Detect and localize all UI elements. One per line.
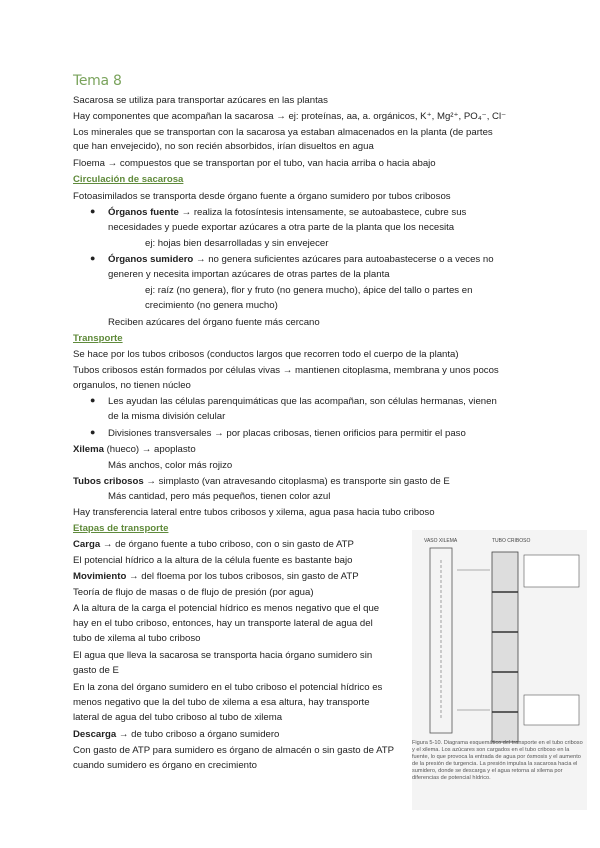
text-span: → no genera suficientes azúcares para autoabastecerse o a veces no xyxy=(193,254,494,265)
text-line: ej: hojas bien desarrolladas y sin envejecer xyxy=(145,238,329,249)
text-line: Se hace por los tubos cribosos (conductos largos que recorren todo el cuerpo de la planta) xyxy=(73,349,459,360)
text-line: A la altura de la carga el potencial hídrico es menos negativo que el que xyxy=(73,603,380,614)
text-line: Floema → compuestos que se transportan por el tubo, van hacia arriba o hacia abajo xyxy=(73,158,436,169)
text-line xyxy=(73,538,354,551)
text-line: En la zona del órgano sumidero en el tubo criboso el potencial hídrico es xyxy=(73,682,383,693)
text-span: → del floema por los tubos cribosos, sin gasto de ATP xyxy=(126,571,359,582)
bullet-icon: ● xyxy=(90,395,96,405)
bullet-icon: ● xyxy=(90,427,96,437)
text-line: menos negativo que la del tubo de xilema a esa altura, hay transporte xyxy=(73,697,370,708)
text-line: hay en el tubo criboso, entonces, hay un transporte lateral de agua del xyxy=(73,618,373,629)
text-line: Hay componentes que acompañan la sacarosa → ej: proteínas, aa, a. orgánicos, K⁺, Mg²⁺, PO₄⁻, Cl⁻ xyxy=(73,111,507,122)
text-line: de la misma división celular xyxy=(108,411,226,422)
sieve-tube-shape xyxy=(492,552,518,742)
text-line: Divisiones transversales → por placas cribosas, tienen orificios para permitir el paso xyxy=(108,428,466,439)
bold-term: Órganos fuente xyxy=(108,207,179,218)
text-line: Sacarosa se utiliza para transportar azúcares en las plantas xyxy=(73,95,328,106)
text-line: organulos, no tienen núcleo xyxy=(73,380,191,391)
bold-term: Carga xyxy=(73,539,101,550)
text-span: → realiza la fotosíntesis intensamente, se autoabastece, cubre sus xyxy=(178,207,467,218)
text-line: ej: raíz (no genera), flor y fruto (no genera mucho), ápice del tallo o partes en xyxy=(145,285,473,296)
source-cell-shape xyxy=(524,555,579,587)
text-span: → de tubo criboso a órgano sumidero xyxy=(116,729,280,740)
text-line: Tubos cribosos están formados por células vivas → mantienen citoplasma, membrana y unos pocos xyxy=(73,365,499,376)
text-line: Hay transferencia lateral entre tubos cribosos y xilema, agua pasa hacia tubo criboso xyxy=(73,507,435,518)
text-line: Reciben azúcares del órgano fuente más cercano xyxy=(108,317,320,328)
figure-caption: Figura 5-10. Diagrama esquemático del transporte en el tubo criboso y el xilema. Los azúcares son cargados en el tubo criboso en la fuente, lo que provoca la entrada de agua por ósmosis y el aumento de la presión de turgencia. La presión impulsa la sacarosa hacia el sumidero, donde se descarga y el agua retorna al xilema por diferencias de potencial hídrico. xyxy=(412,740,583,781)
text-line: Más anchos, color más rojizo xyxy=(108,460,233,471)
section-heading: Transporte xyxy=(73,333,123,344)
text-span: → simplasto (van atravesando citoplasma) es transporte sin gasto de E xyxy=(143,476,450,487)
text-line: tubo de xilema al tubo criboso xyxy=(73,633,201,644)
figure-label-sieve: TUBO CRIBOSO xyxy=(492,538,531,544)
text-line xyxy=(73,443,196,456)
text-line xyxy=(73,570,359,583)
text-line: generen y necesita importan azúcares de otras partes de la planta xyxy=(108,269,390,280)
text-line: Los minerales que se transportan con la sacarosa ya estaban almacenados en la planta (de partes xyxy=(73,127,493,138)
text-line: Teoría de flujo de masas o de flujo de presión (por agua) xyxy=(73,587,314,598)
bullet-icon: ● xyxy=(90,253,96,263)
page-title: Tema 8 xyxy=(73,73,122,89)
text-line: que han envejecido), no son recién absorbidos, irían disueltos en agua xyxy=(73,141,374,152)
text-line: El agua que lleva la sacarosa se transporta hacia órgano sumidero sin xyxy=(73,650,373,661)
text-line: Más cantidad, pero más pequeños, tienen color azul xyxy=(108,491,331,502)
text-line xyxy=(73,728,279,741)
text-line: Les ayudan las células parenquimáticas que las acompañan, son células hermanas, vienen xyxy=(108,396,497,407)
bold-term: Movimiento xyxy=(73,571,127,582)
text-span: → de órgano fuente a tubo criboso, con o sin gasto de ATP xyxy=(100,539,354,550)
text-line: Con gasto de ATP para sumidero es órgano de almacén o sin gasto de ATP xyxy=(73,745,395,756)
text-line: lateral de agua del tubo criboso al tubo de xilema xyxy=(73,712,283,723)
text-line: cuando sumidero es órgano en crecimiento xyxy=(73,760,257,771)
text-span: (hueco) → apoplasto xyxy=(103,444,196,455)
bold-term: Tubos cribosos xyxy=(73,476,144,487)
section-heading: Circulación de sacarosa xyxy=(73,174,184,185)
text-line xyxy=(108,253,494,266)
text-line xyxy=(108,206,466,219)
figure-label-xylem: VASO XILEMA xyxy=(424,538,458,544)
bold-term: Órganos sumidero xyxy=(108,254,194,265)
bullet-icon: ● xyxy=(90,206,96,216)
text-line: El potencial hídrico a la altura de la célula fuente es bastante bajo xyxy=(73,555,353,566)
text-line: crecimiento (no genera mucho) xyxy=(145,300,278,311)
sink-cell-shape xyxy=(524,695,579,725)
text-line: gasto de E xyxy=(73,665,119,676)
section-heading: Etapas de transporte xyxy=(73,523,169,534)
text-line xyxy=(73,475,450,488)
bold-term: Descarga xyxy=(73,729,117,740)
bold-term: Xilema xyxy=(73,444,104,455)
text-line: necesidades y puede exportar azúcares a otra parte de la planta que los necesita xyxy=(108,222,455,233)
text-line: Fotoasimilados se transporta desde órgano fuente a órgano sumidero por tubos cribosos xyxy=(73,191,451,202)
